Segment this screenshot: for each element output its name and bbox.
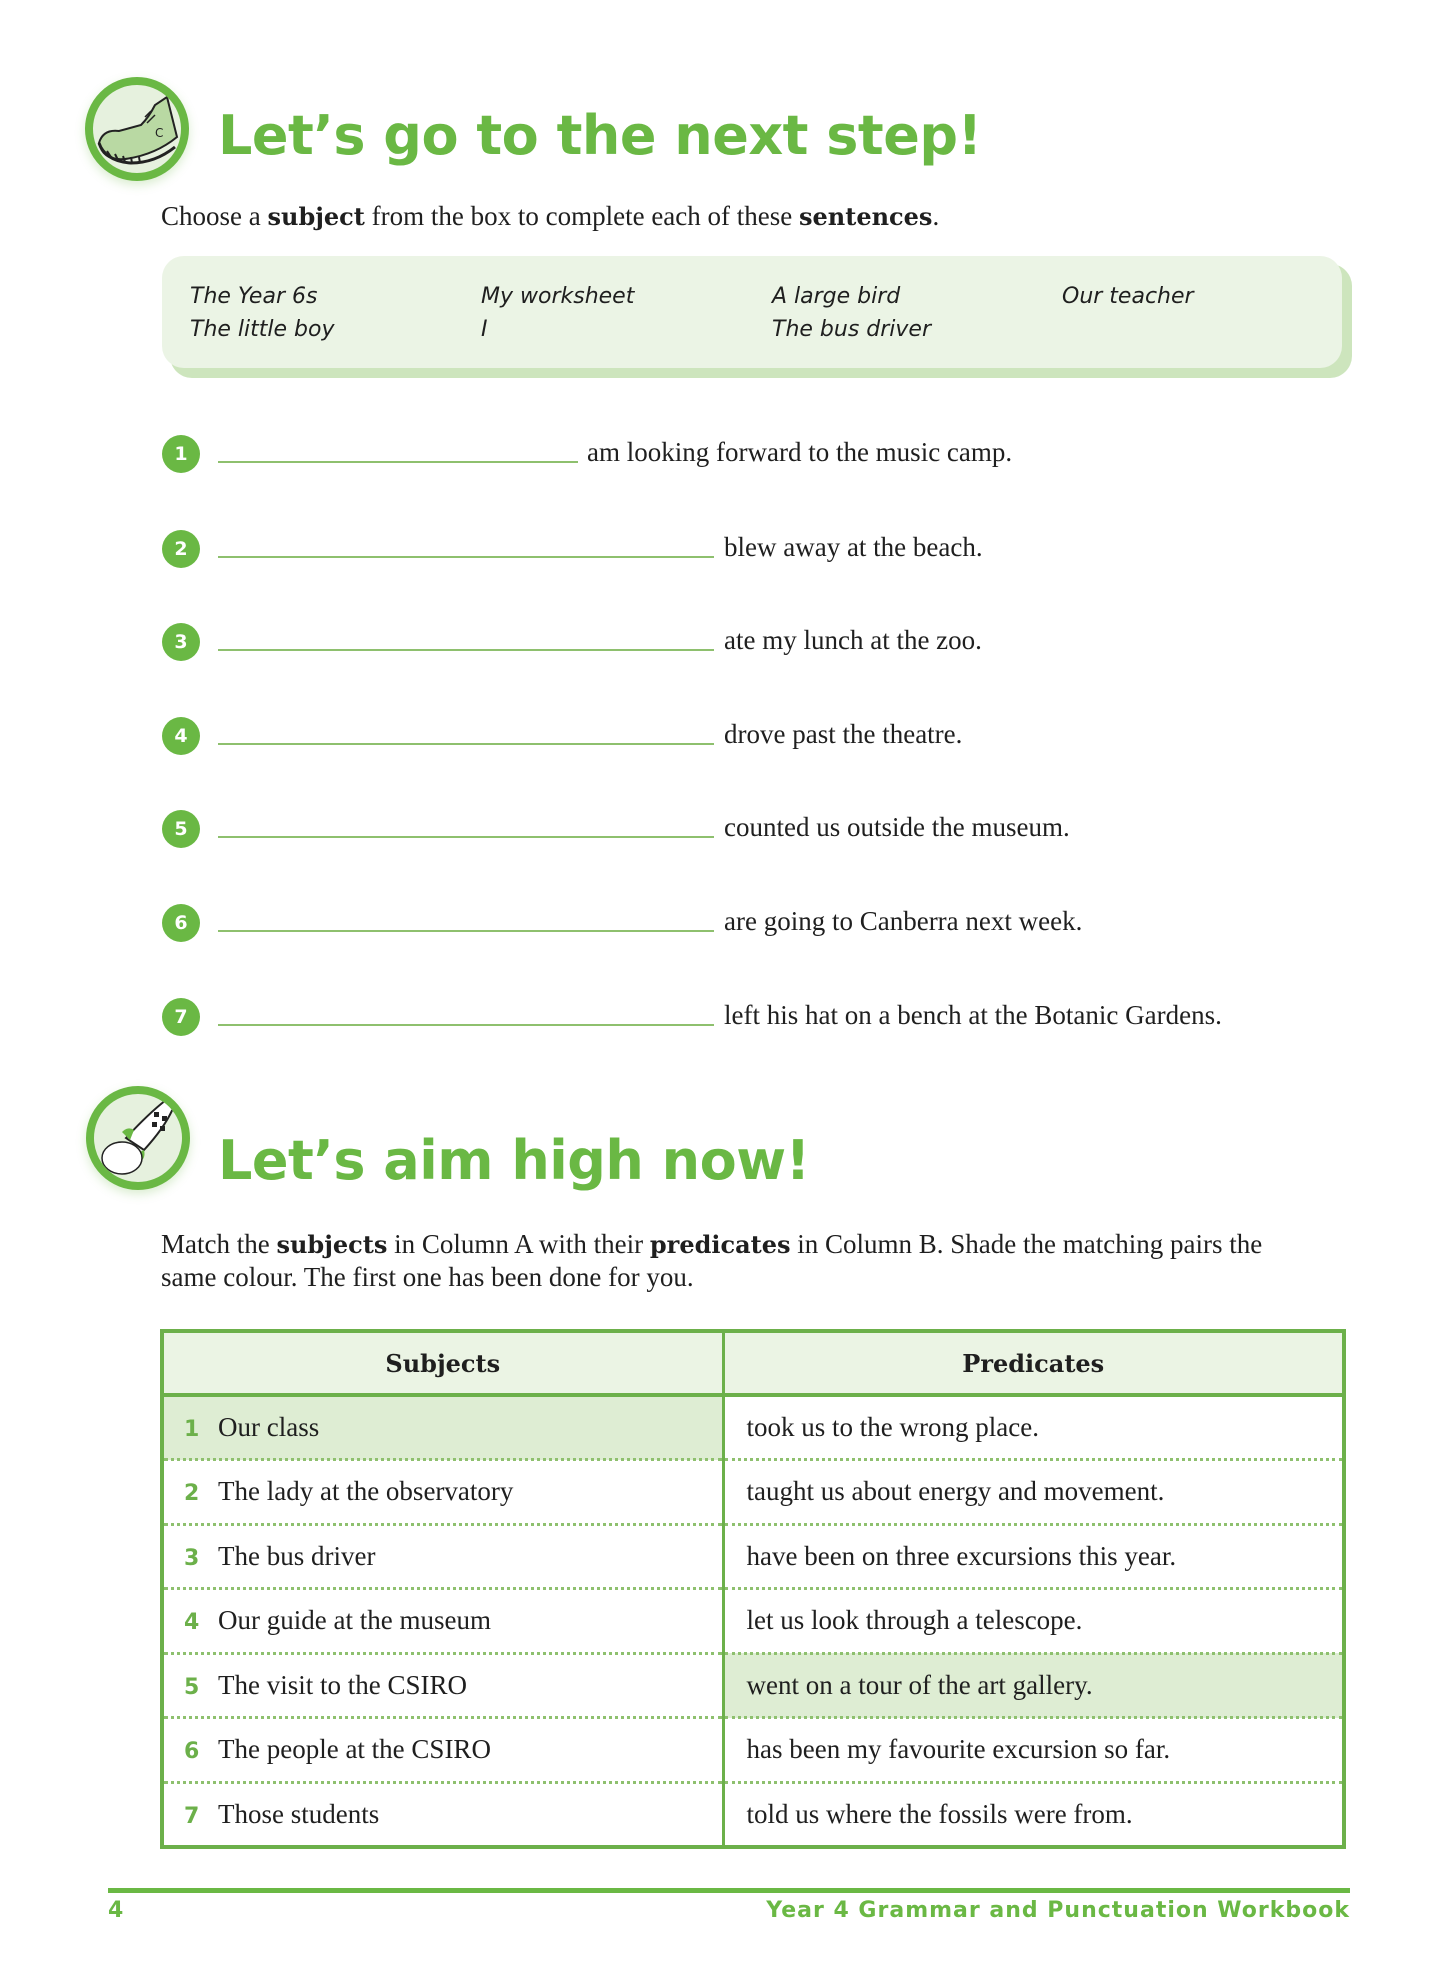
word-option: The bus driver bbox=[772, 317, 931, 342]
section-heading-aim-high: Let’s aim high now! bbox=[218, 1129, 810, 1192]
question-number-badge: 3 bbox=[162, 623, 200, 661]
instruction-text: Match the bbox=[161, 1229, 277, 1259]
answer-blank[interactable] bbox=[218, 649, 714, 651]
subject-cell[interactable] bbox=[162, 1395, 723, 1460]
row-number: 7 bbox=[184, 1803, 200, 1829]
table-row bbox=[162, 1589, 1344, 1654]
question-predicate: left his hat on a bench at the Botanic Gardens. bbox=[724, 1000, 1222, 1030]
word-option: The Year 6s bbox=[190, 284, 318, 309]
svg-text:C: C bbox=[155, 126, 164, 140]
page-number: 4 bbox=[108, 1898, 124, 1923]
question-row bbox=[162, 717, 1362, 757]
instruction-match bbox=[161, 1228, 1301, 1294]
predicate-cell[interactable]: have been on three excursions this year. bbox=[723, 1524, 1344, 1589]
question-number-badge: 4 bbox=[162, 717, 200, 755]
word-option: My worksheet bbox=[481, 284, 635, 309]
table-row bbox=[162, 1524, 1344, 1589]
instruction-choose-subject bbox=[161, 200, 1341, 233]
instruction-bold-predicates: predicates bbox=[649, 1230, 791, 1259]
question-predicate: counted us outside the museum. bbox=[724, 812, 1070, 842]
subject-cell[interactable] bbox=[162, 1524, 723, 1589]
instruction-text: in Column B. Shade the matching pairs the same colour. The first one has been done for you. bbox=[161, 1229, 1263, 1292]
predicate-cell[interactable]: taught us about energy and movement. bbox=[723, 1460, 1344, 1525]
word-option: I bbox=[481, 317, 488, 342]
word-option: A large bird bbox=[772, 284, 901, 309]
instruction-text: Choose a bbox=[161, 201, 268, 231]
table-row bbox=[162, 1782, 1344, 1847]
question-number-badge: 5 bbox=[162, 810, 200, 848]
subject-text: Our class bbox=[218, 1412, 320, 1442]
subject-text: Our guide at the museum bbox=[218, 1605, 491, 1636]
instruction-text: . bbox=[932, 201, 940, 231]
question-number-badge: 1 bbox=[162, 435, 200, 473]
question-row bbox=[162, 998, 1362, 1038]
question-row bbox=[162, 435, 1362, 475]
word-option: The little boy bbox=[190, 317, 335, 342]
subject-text: The people at the CSIRO bbox=[218, 1734, 491, 1765]
question-row bbox=[162, 810, 1362, 850]
subject-text: The lady at the observatory bbox=[218, 1476, 514, 1507]
question-predicate: am looking forward to the music camp. bbox=[587, 437, 1013, 467]
question-number-badge: 2 bbox=[162, 530, 200, 568]
question-row bbox=[162, 623, 1362, 663]
answer-blank[interactable] bbox=[218, 743, 714, 745]
instruction-bold-subjects: subjects bbox=[276, 1230, 388, 1259]
row-number: 4 bbox=[184, 1610, 200, 1636]
instruction-bold-subject: subject bbox=[267, 202, 365, 231]
instruction-text: in Column A with their bbox=[387, 1229, 650, 1259]
row-number: 1 bbox=[184, 1417, 200, 1442]
question-number-badge: 7 bbox=[162, 998, 200, 1036]
instruction-text: from the box to complete each of these bbox=[364, 201, 799, 231]
section-heading-next-step: Let’s go to the next step! bbox=[218, 104, 982, 167]
table-row bbox=[162, 1395, 1344, 1460]
predicate-cell[interactable]: took us to the wrong place. bbox=[723, 1395, 1344, 1460]
subject-cell[interactable] bbox=[162, 1589, 723, 1654]
table-row bbox=[162, 1460, 1344, 1525]
question-predicate: are going to Canberra next week. bbox=[724, 906, 1083, 936]
book-title: Year 4 Grammar and Punctuation Workbook bbox=[766, 1898, 1350, 1923]
subject-cell[interactable] bbox=[162, 1718, 723, 1783]
footer-divider bbox=[108, 1888, 1350, 1893]
row-number: 6 bbox=[184, 1739, 200, 1765]
table-row bbox=[162, 1718, 1344, 1783]
answer-blank[interactable] bbox=[218, 461, 578, 463]
answer-blank[interactable] bbox=[218, 930, 714, 932]
subject-text: The visit to the CSIRO bbox=[218, 1669, 467, 1700]
question-predicate: blew away at the beach. bbox=[724, 532, 983, 562]
subject-cell[interactable] bbox=[162, 1460, 723, 1525]
table-row bbox=[162, 1653, 1344, 1718]
subject-text: The bus driver bbox=[218, 1540, 376, 1571]
question-number-badge: 6 bbox=[162, 904, 200, 942]
predicate-cell[interactable]: went on a tour of the art gallery. bbox=[723, 1653, 1344, 1718]
column-header-predicates: Predicates bbox=[723, 1331, 1344, 1395]
question-row bbox=[162, 904, 1362, 944]
instruction-bold-sentences: sentences bbox=[799, 202, 933, 231]
question-predicate: ate my lunch at the zoo. bbox=[724, 625, 982, 655]
predicate-cell[interactable]: told us where the fossils were from. bbox=[746, 1798, 1133, 1829]
predicate-cell[interactable]: let us look through a telescope. bbox=[723, 1589, 1344, 1654]
rocket-icon bbox=[86, 1086, 190, 1190]
question-predicate: drove past the theatre. bbox=[724, 719, 963, 749]
matching-table bbox=[160, 1329, 1346, 1849]
question-row bbox=[162, 530, 1362, 570]
word-option: Our teacher bbox=[1062, 284, 1194, 309]
column-header-subjects: Subjects bbox=[162, 1331, 723, 1395]
answer-blank[interactable] bbox=[218, 1024, 714, 1026]
sneaker-icon bbox=[85, 77, 189, 181]
row-number: 2 bbox=[184, 1481, 200, 1507]
table-header-row bbox=[162, 1331, 1344, 1395]
subject-cell[interactable] bbox=[162, 1653, 723, 1718]
row-number: 5 bbox=[184, 1674, 200, 1700]
row-number: 3 bbox=[184, 1545, 200, 1571]
subject-text: Those students bbox=[218, 1798, 380, 1829]
predicate-cell[interactable]: has been my favourite excursion so far. bbox=[723, 1718, 1344, 1783]
subject-word-box bbox=[162, 256, 1342, 368]
answer-blank[interactable] bbox=[218, 556, 714, 558]
subject-cell[interactable] bbox=[162, 1782, 723, 1847]
answer-blank[interactable] bbox=[218, 836, 714, 838]
